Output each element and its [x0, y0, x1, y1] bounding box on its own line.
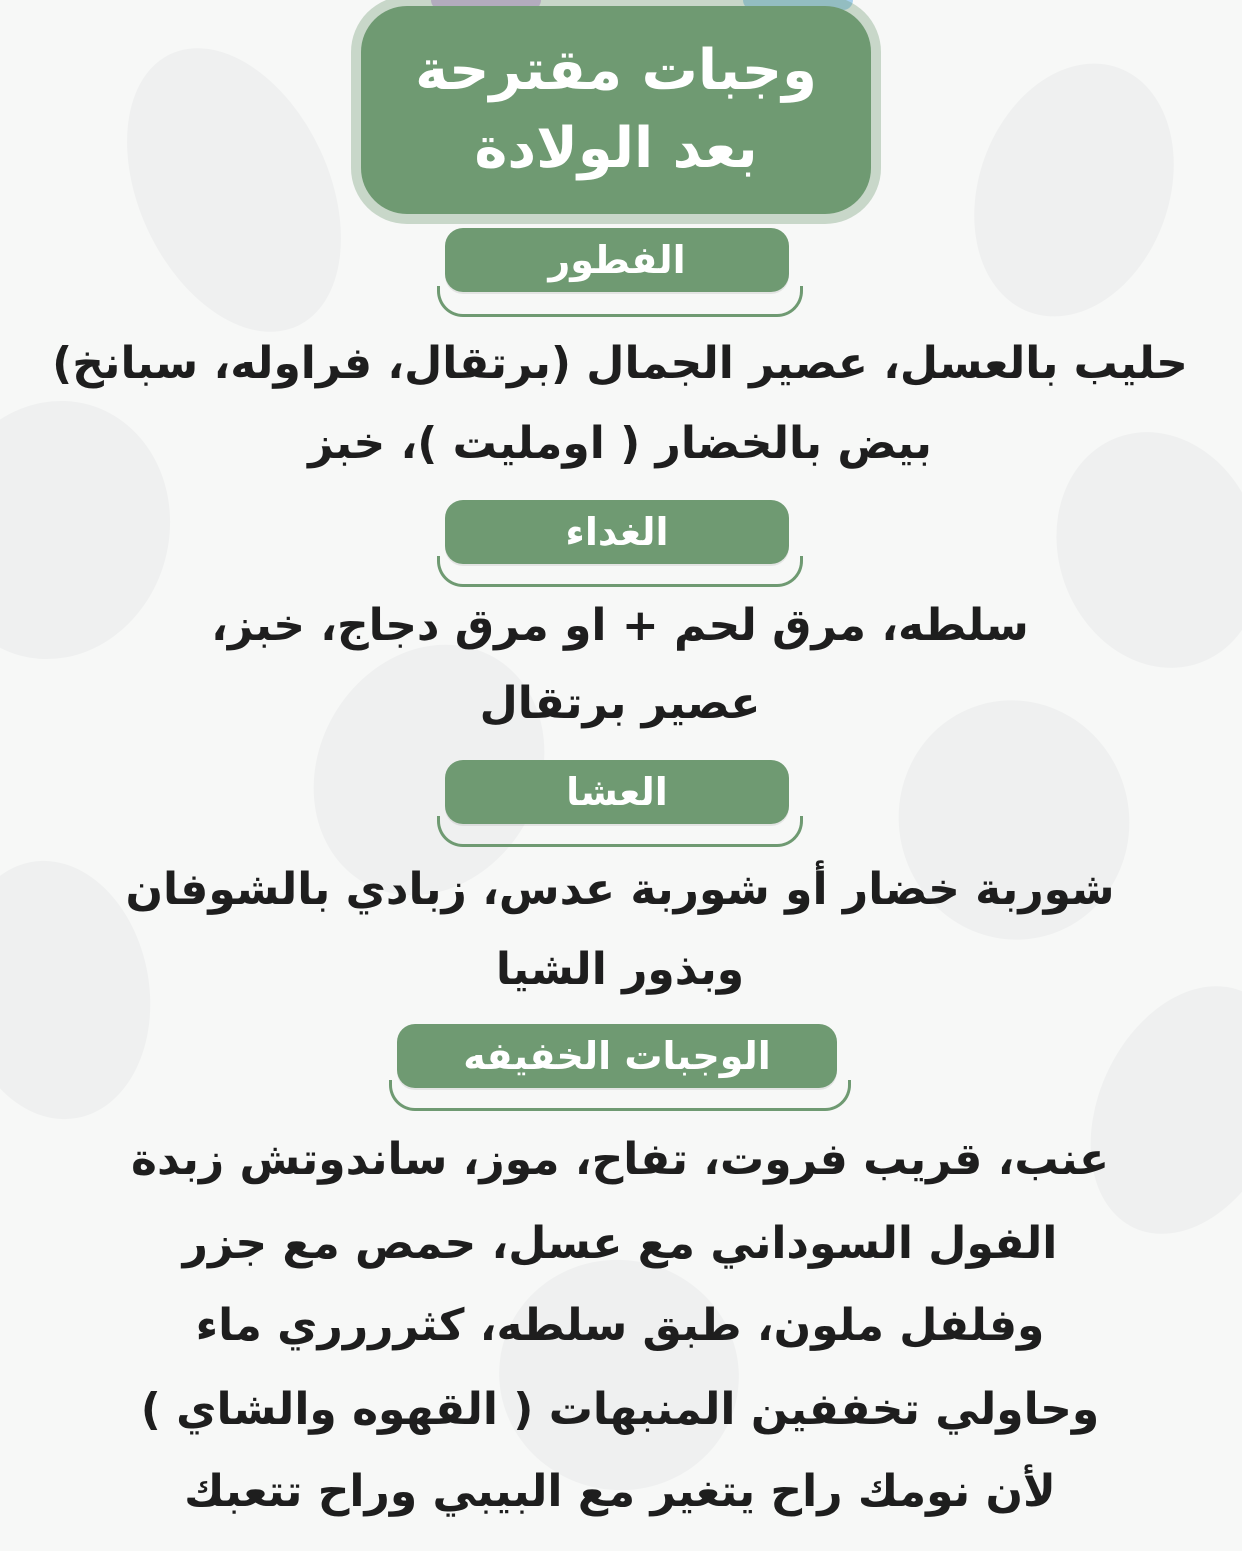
background-shape	[941, 35, 1208, 344]
title-badge	[362, 6, 872, 214]
section-text-line: حليب بالعسل، عصير الجمال (برتقال، فراوله، سبانخ)	[53, 338, 1189, 389]
section-text-line: سلطه، مرق لحم + او مرق دجاج، خبز،	[212, 600, 1030, 651]
section-heading-text: الوجبات الخفيفه	[464, 1034, 772, 1078]
section-heading-lunch	[446, 500, 790, 564]
section-heading-text: الغداء	[566, 510, 670, 554]
section-text-line: بيض بالخضار ( اومليت )، خبز	[309, 418, 933, 469]
heading-underline	[438, 556, 804, 587]
section-text-line: وبذور الشيا	[496, 944, 746, 995]
background-shape	[86, 14, 385, 366]
section-heading-text: الفطور	[549, 238, 687, 282]
section-heading-dinner	[446, 760, 790, 824]
section-text-line: الفول السوداني مع عسل، حمص مع جزر	[183, 1218, 1059, 1269]
title-line-1: وجبات مقترحة	[416, 38, 818, 103]
section-text-line: شوربة خضار أو شوربة عدس، زبادي بالشوفان	[126, 864, 1116, 915]
heading-underline	[390, 1080, 852, 1111]
section-heading-snacks	[398, 1024, 838, 1088]
title-line-2: بعد الولادة	[475, 116, 759, 181]
section-text-line: وحاولي تخففين المنبهات ( القهوه والشاي )	[141, 1384, 1101, 1435]
section-heading-text: العشا	[567, 770, 669, 814]
heading-underline	[438, 286, 804, 317]
section-heading-breakfast	[446, 228, 790, 292]
section-text-line: لأن نومك راح يتغير مع البيبي وراح تتعبك	[185, 1466, 1057, 1517]
section-text-line: عنب، قريب فروت، تفاح، موز، ساندوتش زبدة	[131, 1134, 1110, 1185]
section-text-line: وفلفل ملون، طبق سلطه، كثرررري ماء	[196, 1300, 1046, 1351]
heading-underline	[438, 816, 804, 847]
section-text-line: عصير برتقال	[480, 678, 762, 729]
